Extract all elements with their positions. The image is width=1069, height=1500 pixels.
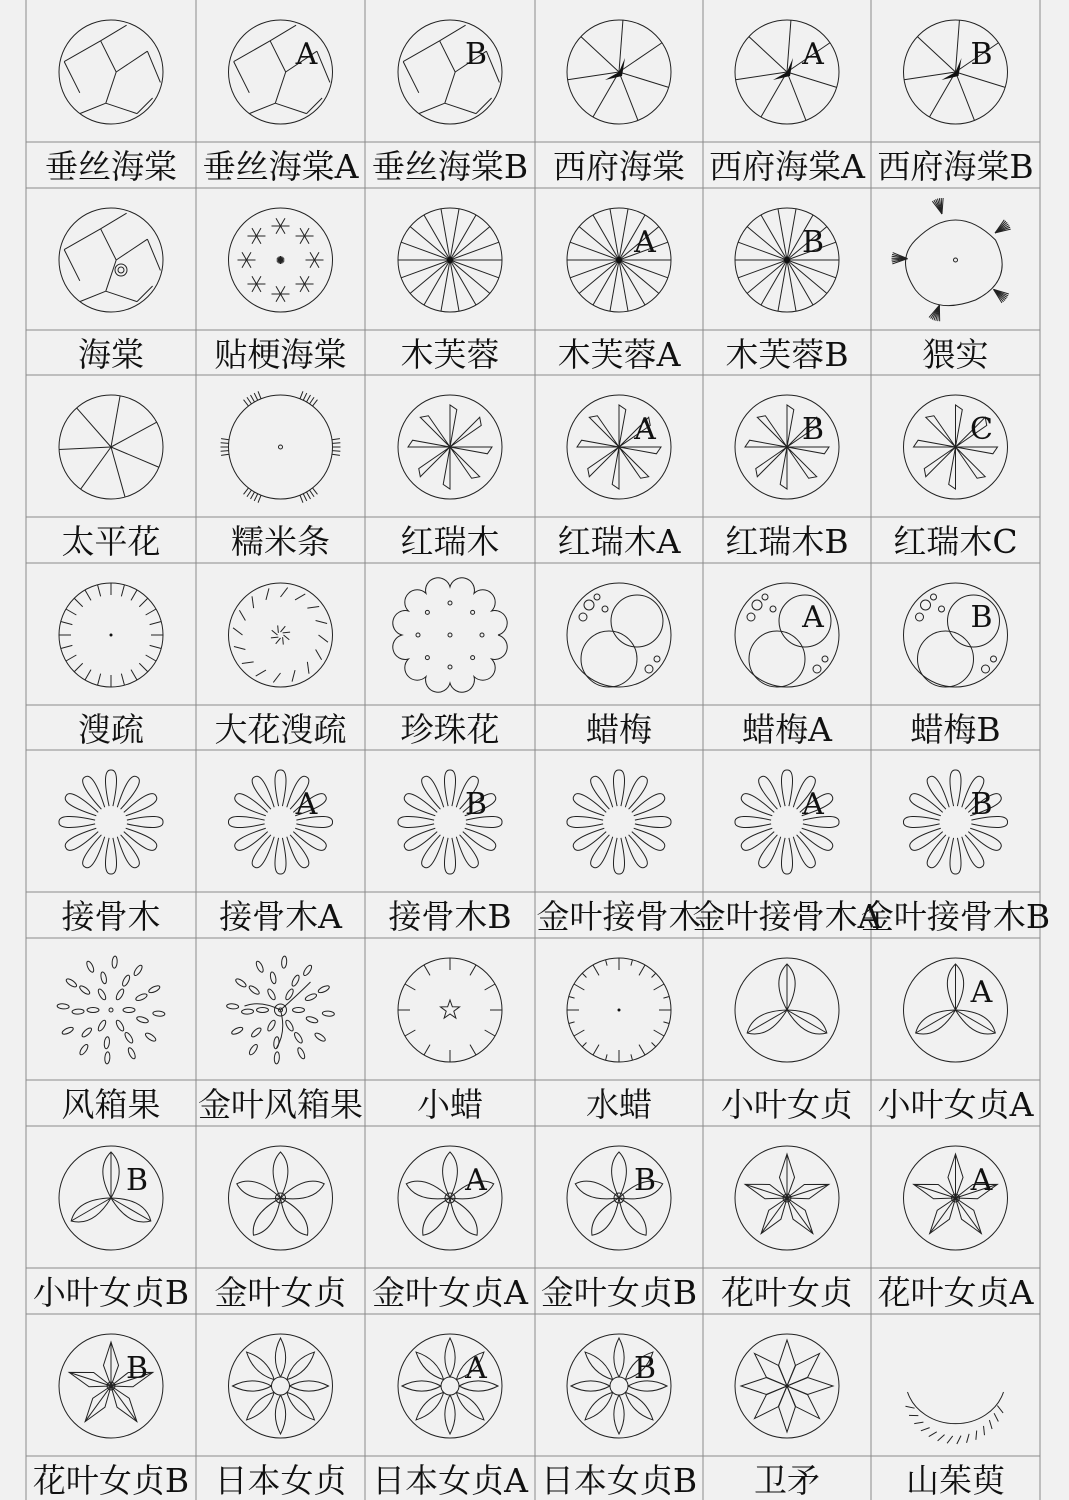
plant-name-label: 海棠 xyxy=(78,335,144,374)
trefoil-icon xyxy=(735,958,839,1062)
plant-cell xyxy=(553,20,685,186)
variant-letter: B xyxy=(125,1351,149,1386)
plant-cell xyxy=(541,1334,697,1500)
plant-name-label: 日本女贞 xyxy=(214,1461,347,1500)
branch-star-icon xyxy=(735,20,839,124)
variant-letter: B xyxy=(970,600,993,635)
variant-letter: A xyxy=(802,600,824,635)
variant-letter: B xyxy=(801,412,825,447)
propeller-icon xyxy=(567,395,671,499)
plant-name-label: 西府海棠A xyxy=(709,147,865,186)
plant-name-label: 蜡梅B xyxy=(910,710,1001,749)
rosette-icon xyxy=(567,770,671,874)
comma-swirl-icon xyxy=(229,583,333,687)
variant-letter: A xyxy=(634,412,656,447)
variant-letter: B xyxy=(125,1163,149,1198)
petal-five-icon xyxy=(567,1146,671,1250)
plant-cell xyxy=(388,770,511,936)
plant-cell xyxy=(558,208,682,374)
plant-cell xyxy=(904,583,1008,749)
plant-name-label: 金叶接骨木A xyxy=(692,897,882,936)
plant-cell xyxy=(693,770,883,936)
plant-name-label: 水蜡 xyxy=(586,1085,652,1124)
plant-cell xyxy=(725,395,848,561)
plant-cell xyxy=(215,208,347,374)
plant-name-label: 红瑞木C xyxy=(893,522,1018,561)
plant-cell xyxy=(709,20,866,186)
plant-name-label: 接骨木 xyxy=(61,897,161,936)
plant-cell xyxy=(203,20,360,186)
plant-cell xyxy=(398,958,502,1124)
daisy-eight-icon xyxy=(229,1334,333,1438)
variant-letter: B xyxy=(464,787,488,822)
scalloped-icon xyxy=(393,578,507,692)
crackle-icon xyxy=(398,20,502,124)
plant-name-label: 日本女贞B xyxy=(540,1461,698,1500)
plant-cell xyxy=(398,395,502,561)
variant-letter: A xyxy=(295,37,318,72)
plant-cell xyxy=(59,395,163,561)
leaf-scatter-icon xyxy=(57,956,165,1064)
plant-cell xyxy=(393,578,507,749)
plant-cell xyxy=(861,770,1050,936)
plant-name-label: 卫矛 xyxy=(754,1461,820,1500)
plant-cell xyxy=(558,395,682,561)
plant-name-label: 红瑞木 xyxy=(400,522,500,561)
plant-name-label: 红瑞木B xyxy=(725,522,849,561)
plant-cell xyxy=(877,20,1033,186)
plant-name-label: 木芙蓉B xyxy=(725,335,849,374)
plant-name-label: 金叶接骨木 xyxy=(536,897,702,936)
plant-name-label: 接骨木A xyxy=(219,897,342,936)
plant-name-label: 木芙蓉A xyxy=(557,335,681,374)
variant-letter: B xyxy=(633,1163,657,1198)
plant-cell xyxy=(721,1146,853,1312)
plant-cell xyxy=(33,1334,189,1500)
variant-letter: B xyxy=(464,37,488,72)
trefoil-icon xyxy=(59,1146,163,1250)
variant-letter: B xyxy=(801,225,825,260)
rosette-icon xyxy=(735,770,839,874)
plant-name-label: 花叶女贞 xyxy=(721,1273,853,1312)
plant-name-label: 小叶女贞 xyxy=(721,1085,853,1124)
pie-wedge-icon xyxy=(59,395,163,499)
crackle-icon xyxy=(59,20,163,124)
branch-star-icon xyxy=(567,20,671,124)
plant-name-label: 西府海棠 xyxy=(553,147,685,186)
plant-cell xyxy=(567,583,671,749)
variant-letter: B xyxy=(970,37,993,72)
plant-name-label: 溲疏 xyxy=(78,710,144,749)
plant-cell xyxy=(372,20,528,186)
variant-letter: C xyxy=(970,412,993,447)
plant-cell xyxy=(59,770,163,936)
daisy-eight-icon xyxy=(567,1334,671,1438)
plant-cell xyxy=(735,1334,839,1500)
kite-star-icon xyxy=(904,1146,1008,1250)
plant-cell xyxy=(905,1392,1005,1500)
plant-name-label: 花叶女贞B xyxy=(32,1461,190,1500)
plant-cell xyxy=(567,958,671,1124)
plant-cell xyxy=(59,583,163,749)
notched-ring-icon xyxy=(221,391,341,502)
plant-name-label: 日本女贞A xyxy=(372,1461,528,1500)
clock-ring-icon xyxy=(567,958,671,1062)
plant-cell xyxy=(878,958,1035,1124)
plant-name-label: 金叶女贞A xyxy=(372,1273,528,1312)
plant-cell xyxy=(878,1146,1035,1312)
plant-name-label: 木芙蓉 xyxy=(400,335,500,374)
variant-letter: A xyxy=(970,975,993,1010)
kite-star-icon xyxy=(735,1146,839,1250)
hatched-arc-icon xyxy=(905,1392,1003,1444)
clock-star-icon xyxy=(398,958,502,1062)
variant-letter: A xyxy=(802,37,824,72)
plant-name-label: 西府海棠B xyxy=(877,147,1034,186)
plant-cell xyxy=(372,1146,529,1312)
variant-letter: A xyxy=(295,787,318,822)
variant-letter: A xyxy=(465,1351,487,1386)
kite-star-icon xyxy=(59,1334,163,1438)
tufts-icon xyxy=(892,198,1011,321)
plant-cell xyxy=(33,1146,189,1312)
plant-cell xyxy=(221,391,341,561)
plant-cell xyxy=(537,770,702,936)
plant-cell xyxy=(215,1334,347,1500)
plant-name-label: 贴梗海棠 xyxy=(214,335,347,374)
star-lines-icon xyxy=(735,1334,839,1438)
plant-name-label: 太平花 xyxy=(61,522,161,561)
plant-cell xyxy=(59,208,163,374)
variant-letter: B xyxy=(633,1351,657,1386)
rosette-icon xyxy=(228,770,332,874)
plant-name-label: 接骨木B xyxy=(388,897,512,936)
plant-cell xyxy=(892,198,1011,374)
daisy-eight-icon xyxy=(398,1334,502,1438)
plant-cell xyxy=(725,208,848,374)
plant-cell xyxy=(198,956,363,1124)
plant-cell xyxy=(893,395,1017,561)
variant-letter: A xyxy=(634,225,656,260)
plant-cell xyxy=(219,770,343,936)
plant-name-label: 金叶女贞B xyxy=(540,1273,698,1312)
crackle-spiral-icon xyxy=(59,208,163,312)
plant-name-label: 珍珠花 xyxy=(400,710,500,749)
variant-letter: A xyxy=(802,787,824,822)
plant-cell xyxy=(57,956,165,1124)
plant-name-label: 蜡梅A xyxy=(742,710,832,749)
bubble-lobes-icon xyxy=(567,583,671,687)
plant-name-label: 糯米条 xyxy=(231,522,330,561)
tick-ring-icon xyxy=(59,583,163,687)
propeller-icon xyxy=(735,395,839,499)
propeller-icon xyxy=(398,395,502,499)
plant-cell xyxy=(735,583,839,749)
dense-rays-icon xyxy=(398,208,502,312)
rosette-icon xyxy=(903,770,1007,874)
symbol-cells xyxy=(33,20,1050,1500)
variant-letter: A xyxy=(465,1163,487,1198)
dense-rays-icon xyxy=(567,208,671,312)
branch-star-icon xyxy=(904,20,1008,124)
rosette-icon xyxy=(398,770,502,874)
plant-name-label: 垂丝海棠B xyxy=(371,147,529,186)
plant-name-label: 山茱萸 xyxy=(906,1461,1005,1500)
plant-cell xyxy=(215,583,347,749)
plant-cell xyxy=(215,1146,347,1312)
rosette-icon xyxy=(59,770,163,874)
plant-name-label: 大花溲疏 xyxy=(214,710,347,749)
asterisk-cluster-icon xyxy=(229,208,333,312)
leaf-branch-icon xyxy=(226,956,334,1064)
plant-name-label: 猥实 xyxy=(922,335,989,374)
trefoil-icon xyxy=(904,958,1008,1062)
dense-rays-icon xyxy=(735,208,839,312)
plant-name-label: 垂丝海棠 xyxy=(45,147,177,186)
variant-letter: A xyxy=(970,1163,993,1198)
plant-name-label: 金叶女贞 xyxy=(214,1273,347,1312)
plant-name-label: 金叶风箱果 xyxy=(198,1085,363,1124)
plant-cell xyxy=(45,20,177,186)
plant-name-label: 金叶接骨木B xyxy=(860,897,1051,936)
petal-five-icon xyxy=(229,1146,333,1250)
plant-name-label: 花叶女贞A xyxy=(877,1273,1034,1312)
plant-cell xyxy=(541,1146,697,1312)
bubble-lobes-icon xyxy=(735,583,839,687)
plant-name-label: 蜡梅 xyxy=(586,710,652,749)
plant-name-label: 小蜡 xyxy=(417,1085,483,1124)
petal-five-icon xyxy=(398,1146,502,1250)
bubble-lobes-icon xyxy=(904,583,1008,687)
plant-cell xyxy=(721,958,853,1124)
plant-name-label: 红瑞木A xyxy=(557,522,681,561)
crackle-icon xyxy=(229,20,333,124)
plant-name-label: 风箱果 xyxy=(61,1085,161,1124)
plant-name-label: 垂丝海棠A xyxy=(202,147,359,186)
plant-cell xyxy=(398,208,502,374)
plant-name-label: 小叶女贞B xyxy=(32,1273,190,1312)
plant-cell xyxy=(372,1334,529,1500)
propeller-icon xyxy=(904,395,1008,499)
plant-name-label: 小叶女贞A xyxy=(877,1085,1034,1124)
variant-letter: B xyxy=(970,787,993,822)
